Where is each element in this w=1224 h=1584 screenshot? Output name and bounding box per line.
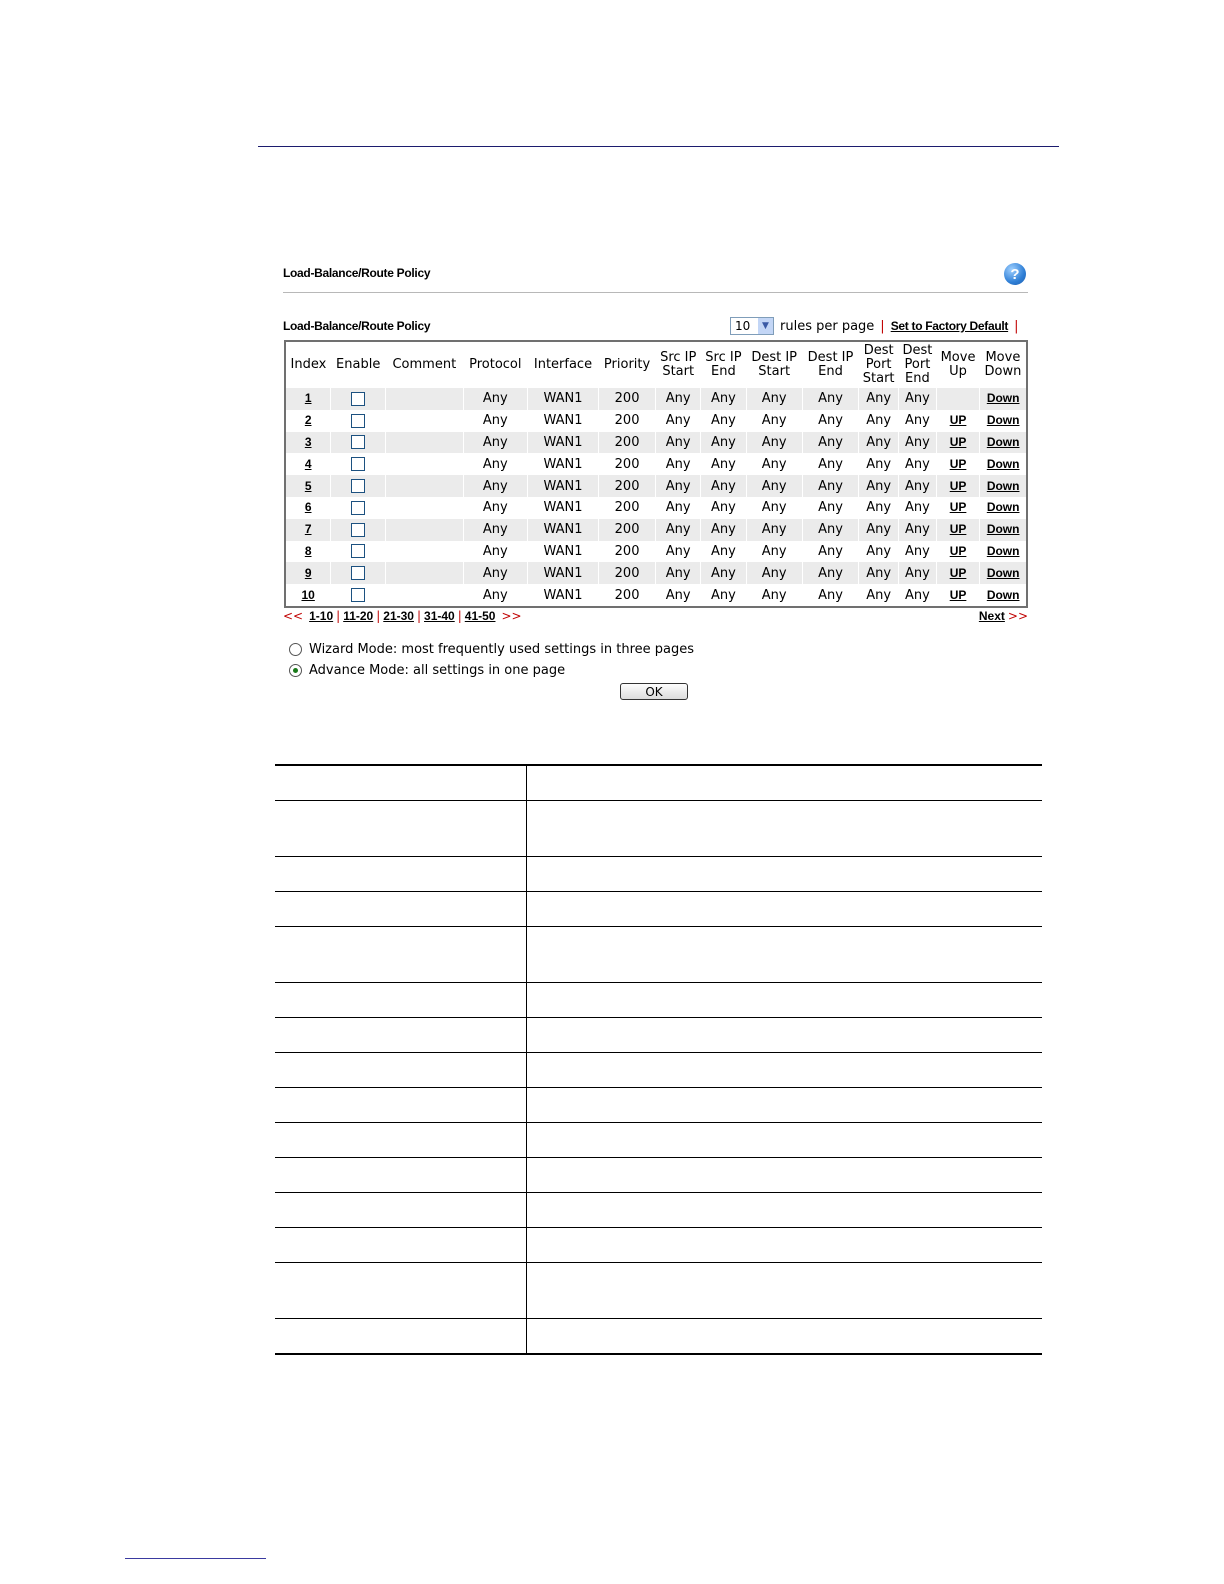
column-header (859, 341, 899, 388)
interface-cell: WAN1 (527, 497, 598, 519)
enable-checkbox[interactable] (351, 392, 365, 406)
move-up-cell (936, 453, 980, 475)
dst-end-cell: Any (802, 497, 858, 519)
enable-cell (331, 432, 386, 454)
port-end-cell: Any (899, 388, 937, 410)
move-up-cell (936, 388, 980, 410)
src-end-cell: Any (701, 453, 746, 475)
enable-cell (331, 388, 386, 410)
column-header-line: Start (662, 364, 695, 379)
rules-per-page-control (730, 316, 1025, 336)
port-start-cell: Any (859, 497, 899, 519)
enable-cell (331, 541, 386, 563)
advance-mode-option[interactable] (289, 663, 565, 678)
column-header-line: Protocol (469, 357, 522, 372)
column-header-line: Start (862, 371, 895, 386)
enable-checkbox[interactable] (351, 414, 365, 428)
move-down-link[interactable]: Down (986, 522, 1020, 537)
column-header-line: Src IP (705, 350, 742, 365)
enable-checkbox[interactable] (351, 435, 365, 449)
pager-more-arrows: >> (501, 609, 522, 623)
interface-cell: WAN1 (527, 432, 598, 454)
move-up-cell (936, 497, 980, 519)
column-header (746, 341, 802, 388)
column-header-line: Start (758, 364, 791, 379)
description-row (275, 1123, 1042, 1158)
interface-cell: WAN1 (527, 584, 598, 607)
column-header-line: Port (865, 357, 892, 372)
protocol-cell: Any (463, 453, 527, 475)
description-row (275, 927, 1042, 983)
table-row (285, 519, 1027, 541)
move-down-cell (980, 497, 1027, 519)
column-header (980, 341, 1027, 388)
enable-cell (331, 475, 386, 497)
rule-index-link[interactable]: 9 (304, 565, 312, 580)
move-up-cell (936, 432, 980, 454)
move-down-link[interactable]: Down (986, 500, 1020, 515)
src-start-cell: Any (656, 497, 701, 519)
column-header (463, 341, 527, 388)
priority-cell: 200 (599, 497, 656, 519)
description-row (275, 1018, 1042, 1053)
move-down-cell (980, 541, 1027, 563)
move-down-link[interactable]: Down (986, 565, 1020, 580)
table-row (285, 410, 1027, 432)
table-row (285, 475, 1027, 497)
src-start-cell: Any (656, 432, 701, 454)
chevron-down-icon: ▼ (758, 318, 773, 334)
index-cell (285, 497, 331, 519)
index-cell (285, 562, 331, 584)
index-cell (285, 453, 331, 475)
divider (283, 292, 1028, 293)
column-header-line: Dest IP (751, 350, 798, 365)
comment-cell (386, 497, 464, 519)
column-header-line: Dest IP (807, 350, 854, 365)
panel-title: Load-Balance/Route Policy (283, 266, 431, 280)
enable-checkbox[interactable] (351, 457, 365, 471)
column-header-line: Interface (533, 357, 593, 372)
move-down-cell (980, 453, 1027, 475)
page-separator: | (416, 609, 422, 623)
port-end-cell: Any (899, 541, 937, 563)
port-end-cell: Any (899, 584, 937, 607)
rule-index-link[interactable]: 4 (304, 456, 312, 471)
protocol-cell: Any (463, 497, 527, 519)
src-end-cell: Any (701, 475, 746, 497)
move-up-cell (936, 475, 980, 497)
dst-end-cell: Any (802, 584, 858, 607)
pager-next (976, 609, 1028, 623)
enable-cell (331, 453, 386, 475)
rule-index-link[interactable]: 3 (304, 434, 312, 449)
column-header-line: End (905, 371, 930, 386)
enable-checkbox[interactable] (351, 566, 365, 580)
dst-start-cell: Any (746, 410, 802, 432)
interface-cell: WAN1 (527, 519, 598, 541)
rule-index-link[interactable]: 8 (304, 543, 312, 558)
help-icon[interactable]: ? (1004, 263, 1026, 285)
enable-cell (331, 497, 386, 519)
src-start-cell: Any (656, 562, 701, 584)
column-header-line: Dest (863, 343, 894, 358)
dst-start-cell: Any (746, 584, 802, 607)
port-end-cell: Any (899, 519, 937, 541)
separator: | (880, 318, 885, 334)
table-row (285, 432, 1027, 454)
src-end-cell: Any (701, 410, 746, 432)
rule-index-link[interactable]: 10 (301, 587, 315, 602)
move-down-cell (980, 475, 1027, 497)
interface-cell: WAN1 (527, 453, 598, 475)
priority-cell: 200 (599, 562, 656, 584)
move-up-cell (936, 562, 980, 584)
src-start-cell: Any (656, 519, 701, 541)
port-start-cell: Any (859, 541, 899, 563)
dst-start-cell: Any (746, 453, 802, 475)
move-up-link[interactable]: UP (949, 543, 967, 558)
port-start-cell: Any (859, 584, 899, 607)
port-end-cell: Any (899, 562, 937, 584)
dst-start-cell: Any (746, 519, 802, 541)
column-header (701, 341, 746, 388)
enable-checkbox[interactable] (351, 544, 365, 558)
priority-cell: 200 (599, 519, 656, 541)
page-link[interactable]: 1-10 (309, 609, 334, 623)
description-row (275, 892, 1042, 927)
column-header-line: Index (290, 357, 327, 372)
policy-table-title: Load-Balance/Route Policy (283, 319, 431, 333)
advance-mode-label: Advance Mode: all settings in one page (309, 663, 566, 678)
index-cell (285, 541, 331, 563)
table-header (285, 341, 1027, 388)
advance-mode-radio[interactable] (289, 664, 302, 677)
protocol-cell: Any (463, 562, 527, 584)
dst-end-cell: Any (802, 453, 858, 475)
description-row (275, 1053, 1042, 1088)
column-header (899, 341, 937, 388)
enable-checkbox[interactable] (351, 501, 365, 515)
rules-per-page-label: rules per page (780, 318, 875, 334)
column-header (285, 341, 331, 388)
page-separator: | (457, 609, 462, 623)
page-separator: | (376, 609, 381, 623)
dst-end-cell: Any (802, 410, 858, 432)
index-cell (285, 432, 331, 454)
dst-end-cell: Any (802, 519, 858, 541)
interface-cell: WAN1 (527, 562, 598, 584)
rule-index-link[interactable]: 5 (304, 478, 312, 493)
wizard-mode-option[interactable] (289, 642, 694, 657)
port-end-cell: Any (899, 432, 937, 454)
table-row (285, 541, 1027, 563)
move-down-cell (980, 410, 1027, 432)
page-link[interactable]: 31-40 (424, 609, 455, 623)
port-start-cell: Any (859, 475, 899, 497)
rule-index-link[interactable]: 6 (304, 500, 312, 515)
move-up-link[interactable]: UP (949, 413, 967, 428)
move-up-cell (936, 541, 980, 563)
column-header (527, 341, 598, 388)
column-header (331, 341, 386, 388)
move-up-link[interactable]: UP (949, 456, 967, 471)
column-header-line: Src IP (660, 350, 697, 365)
priority-cell: 200 (599, 475, 656, 497)
dst-start-cell: Any (746, 475, 802, 497)
table-row (285, 388, 1027, 410)
interface-cell: WAN1 (527, 541, 598, 563)
comment-cell (386, 388, 464, 410)
port-start-cell: Any (859, 388, 899, 410)
column-header (599, 341, 656, 388)
description-row (275, 1088, 1042, 1123)
description-row (275, 1228, 1042, 1263)
comment-cell (386, 410, 464, 432)
enable-cell (331, 410, 386, 432)
src-start-cell: Any (656, 584, 701, 607)
column-header (802, 341, 858, 388)
comment-cell (386, 519, 464, 541)
priority-cell: 200 (599, 388, 656, 410)
rule-index-link[interactable]: 7 (304, 522, 312, 537)
table-row (285, 584, 1027, 607)
priority-cell: 200 (599, 432, 656, 454)
src-end-cell: Any (701, 519, 746, 541)
comment-cell (386, 584, 464, 607)
port-end-cell: Any (899, 410, 937, 432)
protocol-cell: Any (463, 388, 527, 410)
description-row (275, 983, 1042, 1018)
page-separator: | (336, 609, 341, 623)
enable-cell (331, 584, 386, 607)
interface-cell: WAN1 (527, 475, 598, 497)
src-end-cell: Any (701, 432, 746, 454)
move-down-cell (980, 519, 1027, 541)
column-header (656, 341, 701, 388)
move-down-cell (980, 388, 1027, 410)
move-up-link[interactable]: UP (949, 565, 967, 580)
src-start-cell: Any (656, 388, 701, 410)
move-down-cell (980, 584, 1027, 607)
move-down-link[interactable]: Down (986, 587, 1020, 602)
interface-cell: WAN1 (527, 388, 598, 410)
column-header-line: Port (904, 357, 931, 372)
move-down-cell (980, 432, 1027, 454)
description-row (275, 801, 1042, 857)
wizard-mode-radio[interactable] (289, 643, 302, 656)
dst-end-cell: Any (802, 541, 858, 563)
dst-end-cell: Any (802, 475, 858, 497)
port-end-cell: Any (899, 497, 937, 519)
index-cell (285, 475, 331, 497)
enable-cell (331, 562, 386, 584)
protocol-cell: Any (463, 541, 527, 563)
table-row (285, 562, 1027, 584)
move-down-link[interactable]: Down (986, 543, 1020, 558)
column-header-line: End (711, 364, 736, 379)
move-up-link[interactable]: UP (949, 500, 967, 515)
move-down-link[interactable]: Down (986, 456, 1020, 471)
index-cell (285, 584, 331, 607)
move-up-cell (936, 584, 980, 607)
column-header (386, 341, 464, 388)
dst-start-cell: Any (746, 432, 802, 454)
priority-cell: 200 (599, 410, 656, 432)
protocol-cell: Any (463, 584, 527, 607)
src-end-cell: Any (701, 388, 746, 410)
next-link[interactable]: Next (978, 609, 1005, 623)
column-header-line: Enable (336, 357, 381, 372)
src-end-cell: Any (701, 497, 746, 519)
move-down-link[interactable]: Down (986, 478, 1020, 493)
description-row (275, 1158, 1042, 1193)
move-down-link[interactable]: Down (986, 434, 1020, 449)
src-end-cell: Any (701, 562, 746, 584)
dst-end-cell: Any (802, 388, 858, 410)
description-row (275, 1263, 1042, 1319)
rule-index-link[interactable]: 1 (304, 391, 312, 406)
move-up-cell (936, 519, 980, 541)
src-end-cell: Any (701, 541, 746, 563)
comment-cell (386, 432, 464, 454)
src-start-cell: Any (656, 475, 701, 497)
column-header-line: Dest (902, 343, 933, 358)
move-up-cell (936, 410, 980, 432)
dst-start-cell: Any (746, 562, 802, 584)
policy-table (284, 340, 1028, 608)
column-header-line: End (818, 364, 843, 379)
port-start-cell: Any (859, 410, 899, 432)
port-start-cell: Any (859, 432, 899, 454)
page-link[interactable]: 41-50 (464, 609, 496, 623)
port-start-cell: Any (859, 519, 899, 541)
column-header-line: Move (940, 350, 976, 365)
comment-cell (386, 562, 464, 584)
description-table (275, 764, 1042, 1355)
priority-cell: 200 (599, 453, 656, 475)
priority-cell: 200 (599, 541, 656, 563)
description-row (275, 1193, 1042, 1228)
table-row (285, 453, 1027, 475)
move-down-link[interactable]: Down (986, 413, 1020, 428)
header-rule (258, 146, 1059, 147)
description-row (275, 1319, 1042, 1353)
dst-end-cell: Any (802, 562, 858, 584)
priority-cell: 200 (599, 584, 656, 607)
comment-cell (386, 541, 464, 563)
column-header (936, 341, 980, 388)
description-row (275, 857, 1042, 892)
index-cell (285, 519, 331, 541)
move-up-link[interactable]: UP (949, 522, 967, 537)
footer-rule (125, 1558, 266, 1559)
pager-next-arrows: >> (1007, 609, 1028, 623)
protocol-cell: Any (463, 519, 527, 541)
port-start-cell: Any (859, 453, 899, 475)
factory-default-link[interactable]: Set to Factory Default (890, 319, 1009, 333)
move-up-link[interactable]: UP (949, 587, 967, 602)
dst-start-cell: Any (746, 541, 802, 563)
column-header-line: Move (985, 350, 1021, 365)
port-start-cell: Any (859, 562, 899, 584)
move-up-link[interactable]: UP (949, 434, 967, 449)
move-down-cell (980, 562, 1027, 584)
enable-checkbox[interactable] (351, 479, 365, 493)
src-end-cell: Any (701, 584, 746, 607)
pager-prev-arrows: << (283, 609, 304, 623)
separator: | (1014, 318, 1019, 334)
page-link[interactable]: 21-30 (383, 609, 414, 623)
enable-cell (331, 519, 386, 541)
protocol-cell: Any (463, 432, 527, 454)
protocol-cell: Any (463, 475, 527, 497)
src-start-cell: Any (656, 453, 701, 475)
enable-checkbox[interactable] (351, 588, 365, 602)
table-row (285, 497, 1027, 519)
index-cell (285, 410, 331, 432)
dst-end-cell: Any (802, 432, 858, 454)
dst-start-cell: Any (746, 388, 802, 410)
comment-cell (386, 475, 464, 497)
port-end-cell: Any (899, 453, 937, 475)
pagination (283, 607, 1028, 625)
comment-cell (386, 453, 464, 475)
enable-checkbox[interactable] (351, 523, 365, 537)
page-link[interactable]: 11-20 (343, 609, 374, 623)
protocol-cell: Any (463, 410, 527, 432)
move-down-link[interactable]: Down (986, 391, 1020, 406)
src-start-cell: Any (656, 410, 701, 432)
ok-button[interactable]: OK (620, 683, 688, 700)
rule-index-link[interactable]: 2 (304, 413, 312, 428)
column-header-line: Down (984, 364, 1022, 379)
column-header-line: Up (949, 364, 967, 379)
dst-start-cell: Any (746, 497, 802, 519)
description-row (275, 766, 1042, 801)
move-up-link[interactable]: UP (949, 478, 967, 493)
page-links (306, 609, 498, 623)
wizard-mode-label: Wizard Mode: most frequently used settings in three pages (309, 642, 695, 657)
column-header-line: Priority (603, 357, 651, 372)
radio-selected-dot (293, 668, 298, 673)
rules-per-page-value: 10 (735, 319, 751, 333)
interface-cell: WAN1 (527, 410, 598, 432)
index-cell (285, 388, 331, 410)
src-start-cell: Any (656, 541, 701, 563)
rules-per-page-select[interactable] (730, 317, 774, 335)
port-end-cell: Any (899, 475, 937, 497)
column-header-line: Comment (392, 357, 457, 372)
